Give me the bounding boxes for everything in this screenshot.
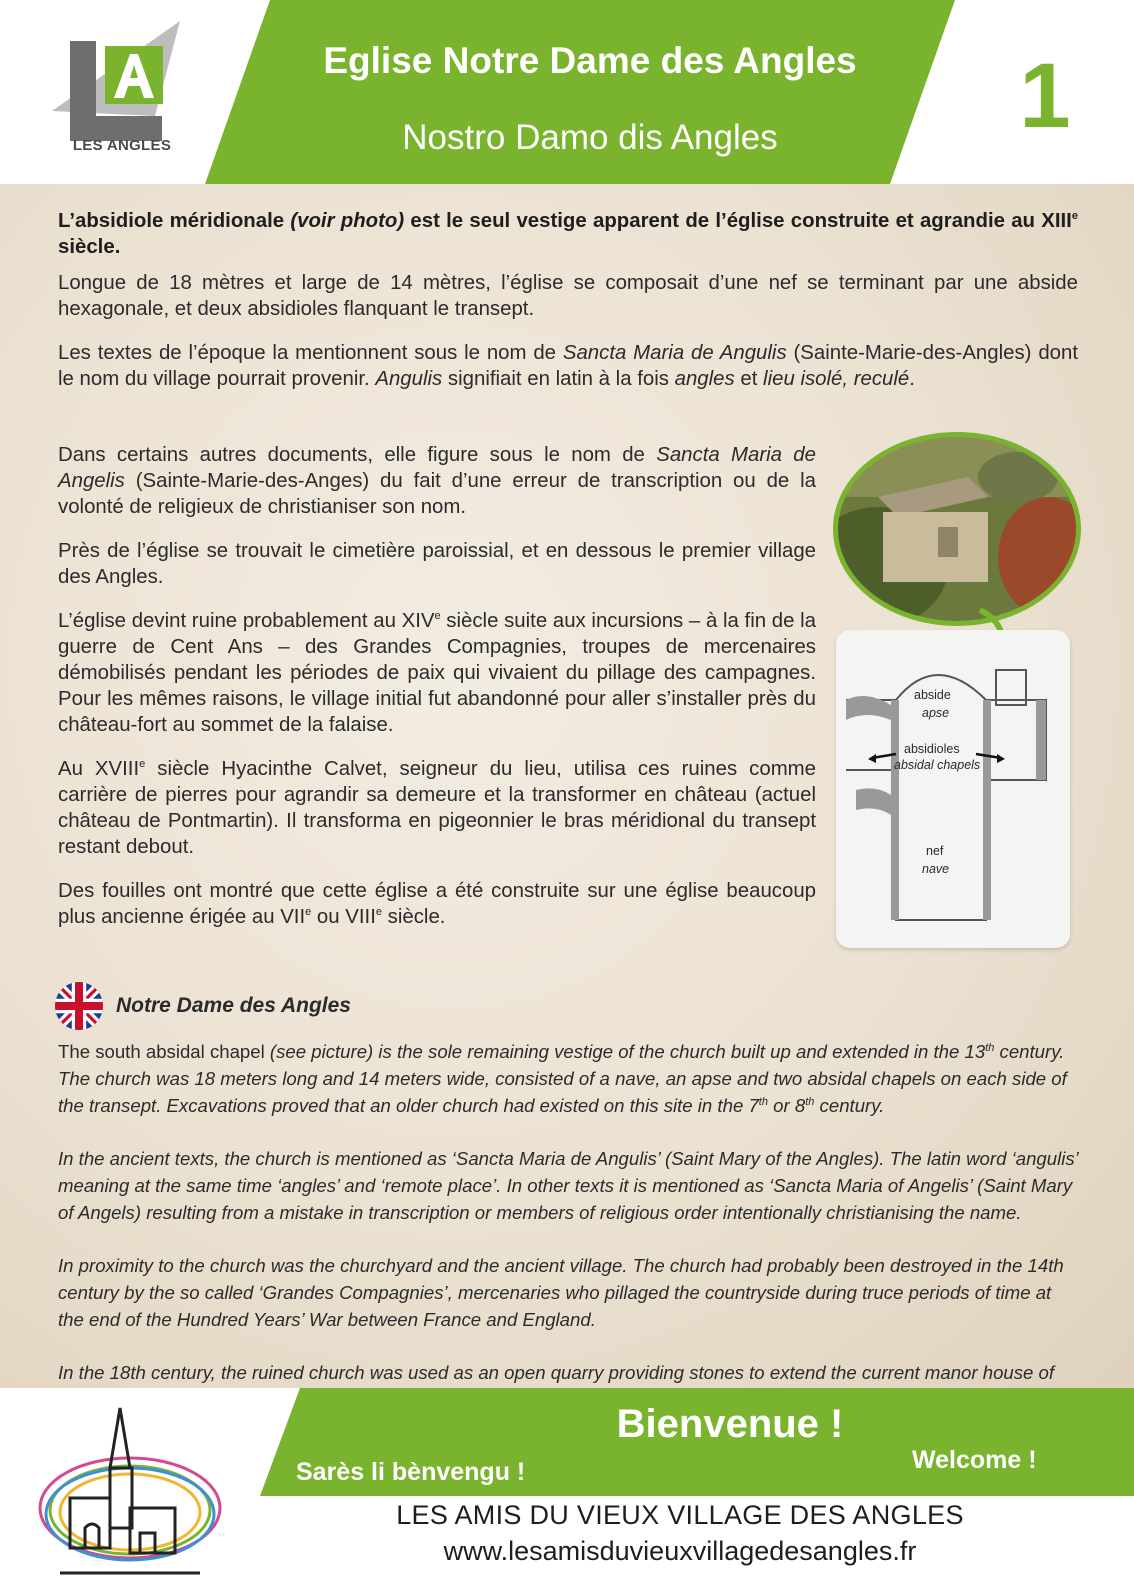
- french-column: [58, 442, 816, 948]
- paragraph-cemetery: Près de l’église se trouvait le cimetière paroissial, et en dessous le premier village des Angles.: [58, 540, 816, 588]
- welcome-french: Bienvenue !: [616, 1402, 844, 1446]
- text: century.: [814, 1095, 885, 1116]
- header: [0, 0, 1134, 184]
- superscript: e: [305, 906, 312, 919]
- paragraph-ruin: [58, 608, 816, 738]
- ruin-photo: [833, 432, 1081, 626]
- church-plan: [836, 630, 1070, 948]
- superscript: th: [805, 1095, 815, 1108]
- paragraph-texts: [58, 340, 1078, 392]
- text: .: [909, 368, 915, 390]
- logo-caption: LES ANGLES: [72, 137, 172, 154]
- text: siècle Hyacinthe Calvet, seigneur du lieu, utilisa ces ruines comme carrière de pierres pour agrandir sa demeure et la transformer en château (actuel château de Pontmartin). Il transforma en pigeonnier le bras méridional du transept restant debout.: [58, 758, 817, 858]
- lead-paragraph: [58, 208, 1078, 260]
- text: ou VIII: [311, 906, 376, 928]
- footer: [0, 1388, 1134, 1587]
- french-intro: [58, 208, 1078, 410]
- paragraph-dimensions: Longue de 18 mètres et large de 14 mètres, l’église se composait d’une nef se terminant par une abside hexagonale, et deux absidioles flanquant le transept.: [58, 272, 1078, 320]
- text: century. The church was 18 meters long and 14 meters wide, consisted of a nave, an apse and two absidal chapels on each side of the transept. Excavations proved that an older church had existed on this site in the 7: [58, 1041, 1067, 1116]
- uk-flag-icon: [55, 982, 103, 1030]
- italic-text: Angulis: [375, 368, 443, 390]
- english-paragraph-2: In the ancient texts, the church is mentioned as ‘Sancta Maria de Angulis’ (Saint Mary of the Angles). The latin word ‘angulis’ meaning at the same time ‘angles’ and ‘remote place’. In other texts it is mentioned as ‘Sancta Maria of Angelis’ (Saint Mary of Angels) resulting from a mistake in transcription or members of religious order intentionally christianising the name.: [58, 1148, 1078, 1223]
- village-church-logo: [30, 1388, 230, 1583]
- label-apse: apse: [922, 706, 950, 720]
- paragraph-documents: [58, 442, 816, 520]
- italic-text: Sancta Maria de Angulis: [562, 342, 787, 364]
- superscript: e: [139, 758, 146, 771]
- text: siècle suite aux incursions – à la fin de la guerre de Cent Ans – des Grandes Compagnies, troupes de mercenaires démobilisés pendant les périodes de paix qui vivaient du pillage des campagnes. Pour les mêmes raisons, le village initial fut abandonné pour aller s’installer près du château-fort au sommet de la falaise.: [58, 610, 816, 736]
- lead-italic: (voir photo): [290, 210, 405, 232]
- text: signifiait en latin à la fois: [442, 368, 675, 390]
- text: Des fouilles ont montré que cette église a été construite sur une église beaucoup plus ancienne érigée au VII: [58, 880, 816, 928]
- superscript: e: [1071, 210, 1078, 223]
- text: (Sainte-Marie-des-Anges) du fait d’une erreur de transcription ou de la volonté de religieux de christianiser son nom.: [58, 470, 816, 518]
- label-nave: nave: [922, 862, 950, 876]
- english-paragraph-4: In the 18th century, the ruined church was used as an open quarry providing stones to extend the current manor house of: [58, 1362, 1055, 1383]
- label-abside: abside: [914, 688, 951, 702]
- text: siècle.: [382, 906, 446, 928]
- text: Dans certains autres documents, elle figure sous le nom de: [58, 444, 657, 466]
- text: or 8: [767, 1095, 806, 1116]
- association-name: LES AMIS DU VIEUX VILLAGE DES ANGLES: [396, 1500, 964, 1530]
- page-title: Eglise Notre Dame des Angles: [323, 40, 857, 81]
- text: et: [734, 368, 764, 390]
- text: The south absidal chapel: [58, 1041, 265, 1062]
- english-heading: Notre Dame des Angles: [116, 994, 351, 1017]
- plan-drawing: [836, 630, 1070, 948]
- superscript: th: [985, 1041, 995, 1054]
- superscript: th: [758, 1095, 768, 1108]
- italic-text: lieu isolé, reculé: [763, 368, 910, 390]
- superscript: e: [434, 610, 441, 623]
- lead-end: siècle.: [58, 236, 121, 258]
- page-subtitle: Nostro Damo dis Angles: [402, 118, 778, 157]
- label-absidioles: absidioles: [904, 742, 960, 756]
- lead-text-2: est le seul vestige apparent de l’église construite et agrandie au XIII: [404, 210, 1072, 232]
- panel-number: 1: [1019, 45, 1071, 147]
- text: L’église devint ruine probablement au XIV: [58, 610, 435, 632]
- english-paragraph-3: In proximity to the church was the churchyard and the ancient village. The church had probably been destroyed in the 14th century by the so called ‘Grandes Compagnies’, mercenaries who pillaged the countryside during truce periods of time at the end of the Hundred Years’ War between France and England.: [58, 1255, 1064, 1330]
- italic-text: Sancta Maria de Angelis: [58, 444, 816, 492]
- website-link[interactable]: www.lesamisduvieuxvillagedesangles.fr: [443, 1536, 917, 1566]
- text: (see picture): [264, 1041, 379, 1062]
- paragraph-calvet: [58, 756, 816, 860]
- text: (Sainte-Marie-des-Angles) dont le nom du village pourrait provenir.: [58, 342, 1078, 390]
- text: Les textes de l’époque la mentionnent sous le nom de: [58, 342, 563, 364]
- english-paragraph-1: [58, 1038, 1078, 1119]
- english-text: [58, 1038, 1078, 1439]
- text: Au XVIII: [58, 758, 140, 780]
- paragraph-excavations: [58, 878, 816, 930]
- text: is the sole remaining vestige of the church built up and extended in the 13: [378, 1041, 986, 1062]
- italic-text: angles: [674, 368, 735, 390]
- label-absidal-chapels: absidal chapels: [894, 758, 981, 772]
- label-nef: nef: [926, 844, 944, 858]
- superscript: e: [375, 906, 382, 919]
- welcome-occitan: Sarès li bènvengu !: [296, 1458, 526, 1486]
- lead-text: L’absidiole méridionale: [58, 210, 291, 232]
- welcome-english: Welcome !: [912, 1446, 1037, 1474]
